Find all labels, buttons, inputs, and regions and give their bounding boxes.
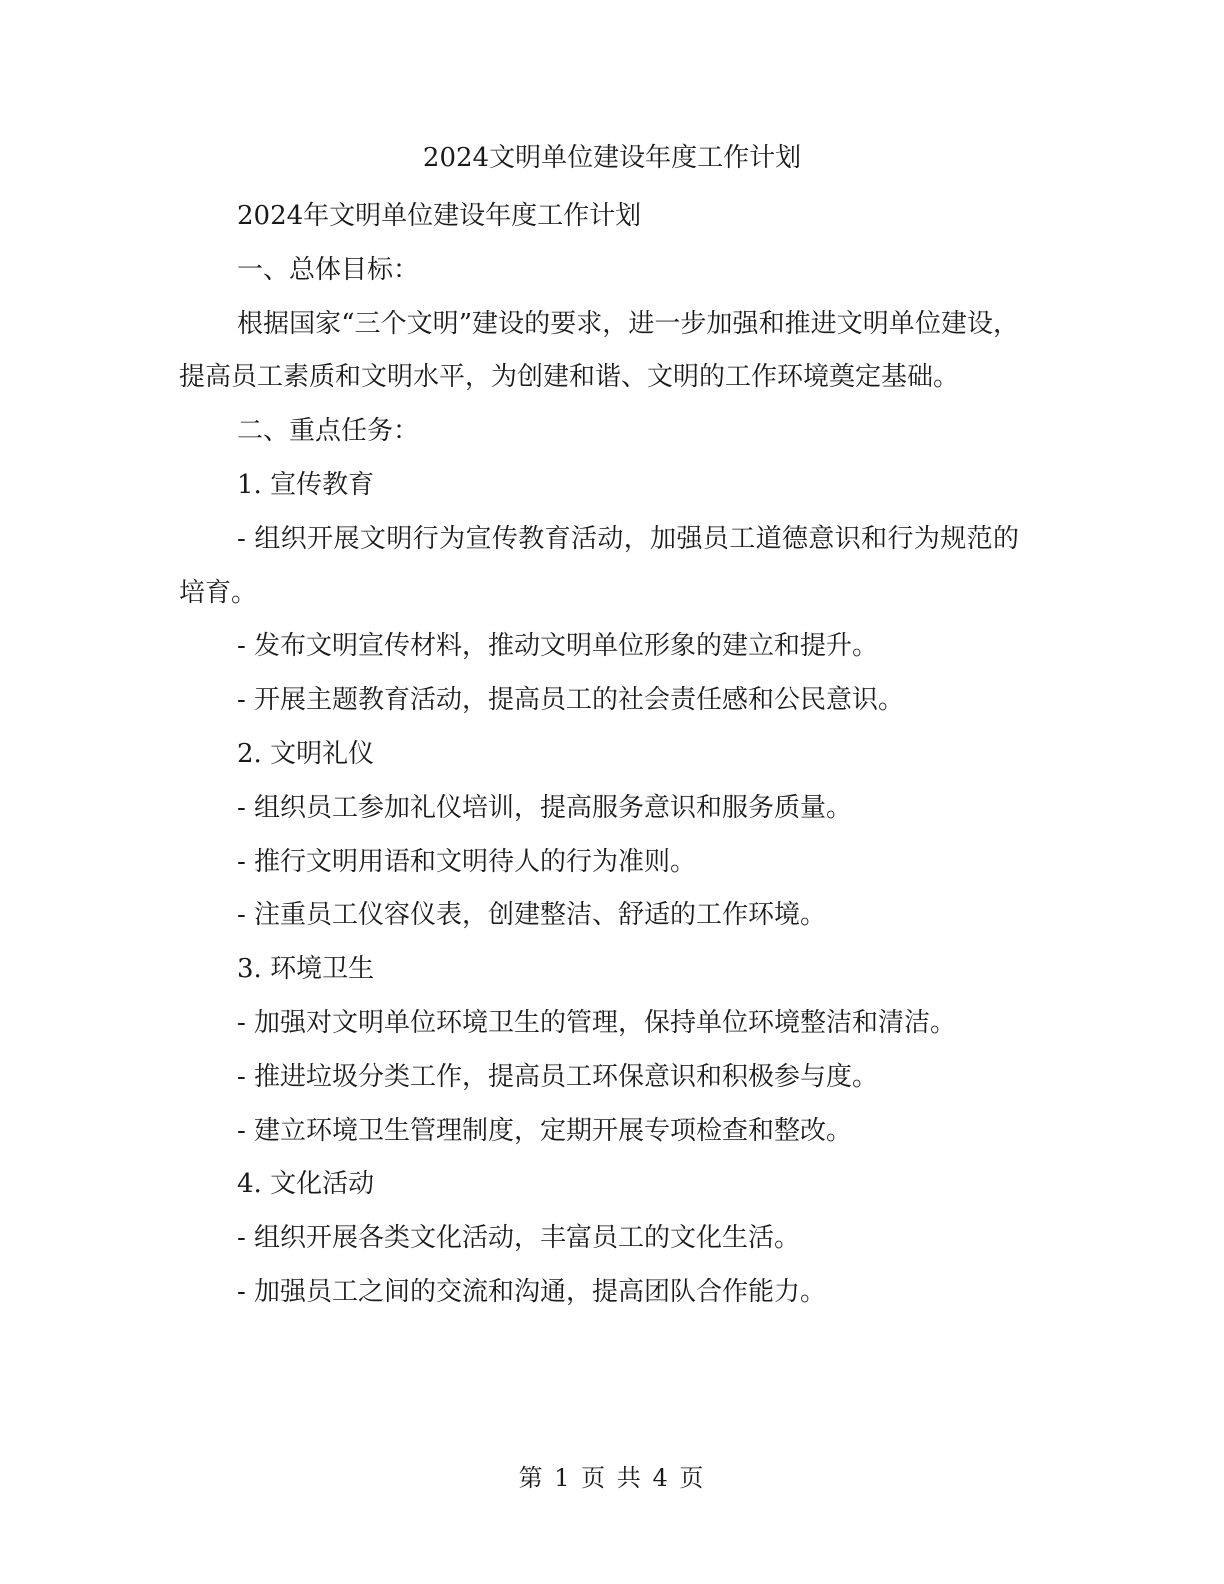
task-item: - 组织员工参加礼仪培训，提高服务意识和服务质量。 [237,792,853,823]
task-heading-etiquette: 2. 文明礼仪 [237,738,375,769]
task-item: - 推进垃圾分类工作，提高员工环保意识和积极参与度。 [237,1061,879,1092]
task-item: - 组织开展各类文化活动，丰富员工的文化生活。 [237,1223,801,1254]
task-item: - 加强对文明单位环境卫生的管理，保持单位环境整洁和清洁。 [237,1007,957,1038]
page-footer: 第 1 页 共 4 页 [518,1464,706,1492]
document-title: 2024文明单位建设年度工作计划 [422,143,802,173]
task-heading-publicity-education: 1. 宣传教育 [237,469,375,500]
task-item: - 加强员工之间的交流和沟通，提高团队合作能力。 [237,1276,827,1307]
task-heading-environment: 3. 环境卫生 [237,954,375,985]
task-item: - 注重员工仪容仪表，创建整洁、舒适的工作环境。 [237,900,827,931]
task-heading-culture: 4. 文化活动 [237,1169,375,1200]
subtitle-line: 2024年文明单位建设年度工作计划 [237,201,642,231]
section-heading-key-tasks: 二、重点任务： [237,416,420,447]
task-item: - 开展主题教育活动，提高员工的社会责任感和公民意识。 [237,685,905,716]
task-item: - 发布文明宣传材料，推动文明单位形象的建立和提升。 [237,631,879,662]
task-item: - 推行文明用语和文明待人的行为准则。 [237,846,697,877]
task-item: - 建立环境卫生管理制度，定期开展专项检查和整改。 [237,1115,853,1146]
task-item: - 组织开展文明行为宣传教育活动，加强员工道德意识和行为规范的培育。 [179,523,1019,608]
section-heading-overall-goal: 一、总体目标： [237,254,420,285]
document-body [179,190,1019,1320]
goal-paragraph: 根据国家“三个文明”建设的要求，进一步加强和推进文明单位建设，提高员工素质和文明水平，为创建和谐、文明的工作环境奠定基础。 [179,308,1019,393]
